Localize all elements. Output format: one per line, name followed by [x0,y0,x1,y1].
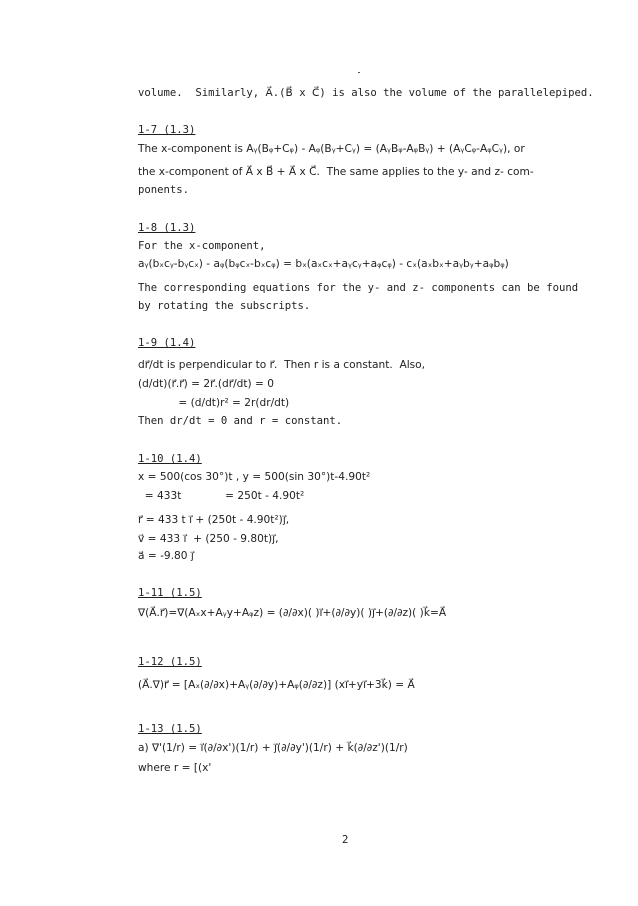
problem-header: 1-10 (1.4) [138,453,202,465]
problem-header: 1-12 (1.5) [138,656,202,668]
text-line: = (d/dt)r² = 2r(dr/dt) [138,397,290,409]
text-line: the x-component of A⃗ x B⃗ + A⃗ x C⃗. The same applies to the y- and z- com- [138,166,534,178]
problem-header: 1-9 (1.4) [138,337,196,349]
text-line: aᵧ(bₓcᵧ-bᵧcₓ) - aᵩ(bᵩcₓ-bₓcᵩ) = bₓ(aₓcₓ+aᵧcᵧ+aᵩcᵩ) - cₓ(aₓbₓ+aᵧbᵧ+aᵩbᵩ) [138,258,509,270]
text-line: (d/dt)(r⃗.r⃗) = 2r⃗.(dr⃗/dt) = 0 [138,378,275,390]
text-line: (A⃗.∇)r⃗ = [Aₓ(∂/∂x)+Aᵧ(∂/∂y)+Aᵩ(∂/∂z)] (xi⃗+yi⃗+3k⃗) = A⃗ [138,679,415,691]
problem-header: 1-11 (1.5) [138,587,202,599]
page-number: 2 [342,834,349,846]
text-line: r⃗ = 433 t i⃗ + (250t - 4.90t²)j⃗, [138,514,290,526]
text-line: v⃗ = 433 i⃗ + (250 - 9.80t)j⃗, [138,533,279,545]
problem-header: 1-7 (1.3) [138,124,196,136]
text-line: = 433t = 250t - 4.90t² [138,490,305,502]
stray-mark [358,72,360,73]
text-line: where r = [(x' [138,762,212,774]
text-line: x = 500(cos 30°)t , y = 500(sin 30°)t-4.90t² [138,471,371,483]
text-line: Then dr/dt = 0 and r = constant. [138,415,343,427]
text-line: ∇(A⃗.r⃗)=∇(Aₓx+Aᵧy+Aᵩz) = (∂/∂x)( )i⃗+(∂/∂y)( )j⃗+(∂/∂z)( )k⃗=A⃗ [138,607,447,619]
text-line: The x-component is Aᵧ(Bᵩ+Cᵩ) - Aᵩ(Bᵧ+Cᵧ) = (AᵧBᵩ-AᵩBᵧ) + (AᵧCᵩ-AᵩCᵧ), or [138,143,525,155]
problem-header: 1-8 (1.3) [138,222,196,234]
text-line: by rotating the subscripts. [138,300,311,312]
text-line: dr⃗/dt is perpendicular to r⃗. Then r is a constant. Also, [138,359,426,371]
text-line: a⃗ = -9.80 j⃗ [138,550,194,562]
text-line: The corresponding equations for the y- and z- components can be found [138,282,579,294]
text-line: volume. Similarly, A⃗.(B⃗ x C⃗) is also the volume of the parallelepiped. [138,87,594,99]
text-line: ponents. [138,184,190,196]
problem-header: 1-13 (1.5) [138,723,202,735]
text-line: For the x-component, [138,240,266,252]
text-line: a) ∇'(1/r) = i⃗(∂/∂x')(1/r) + j⃗(∂/∂y')(1/r) + k⃗(∂/∂z')(1/r) [138,742,408,754]
